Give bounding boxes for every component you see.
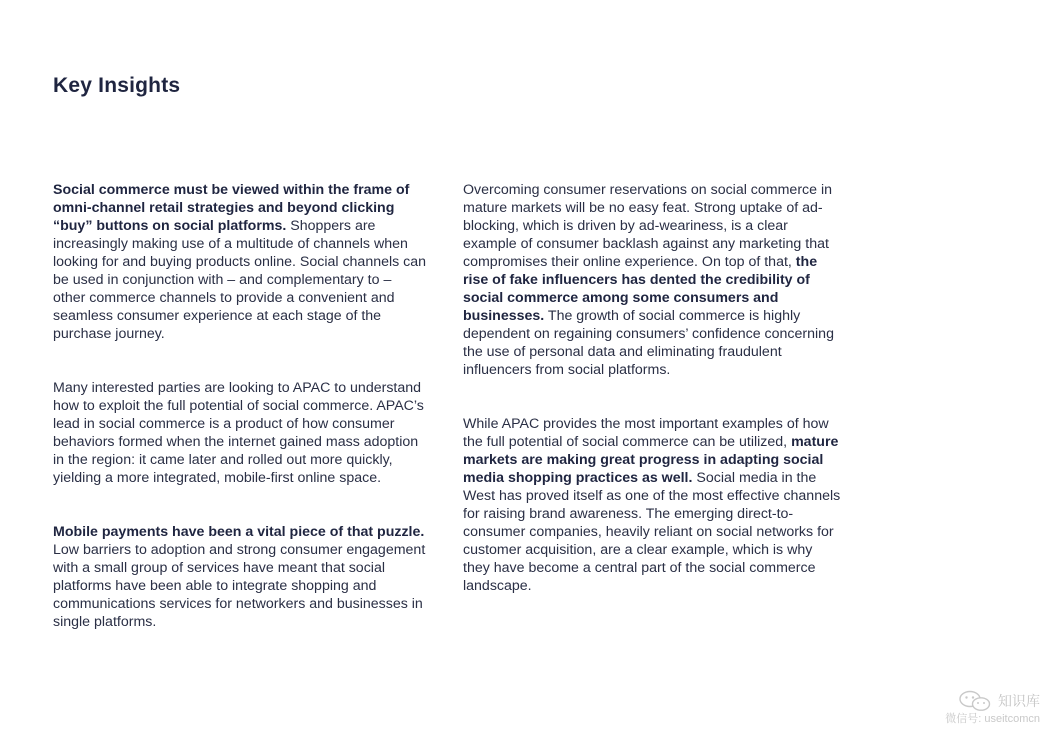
- paragraph-body: Many interested parties are looking to APAC to understand how to exploit the full potential of social commerce. APAC’s lead in social commerce is a product of how consumer behaviors formed when the internet gained mass adoption in the region: it came later and rolled out more quickly, yielding a more integrated, mobile-first online space.: [53, 380, 424, 486]
- wechat-icon: [958, 690, 992, 712]
- paragraph-body-start: Overcoming consumer reservations on social commerce in mature markets will be no easy feat. Strong uptake of ad-blocking, which is driven by ad-weariness, is a clear example of consumer backlash against any marketing that compromises their online experience. On top of that,: [463, 182, 833, 270]
- watermark: [945, 690, 1040, 726]
- paragraph-mature-markets-reservations: [463, 181, 841, 379]
- paragraph-body-end: The growth of social commerce is highly dependent on regaining consumers’ confidence concerning the use of personal data and eliminating fraudulent influencers from social platforms.: [463, 308, 834, 378]
- paragraph-bold-highlight: the rise of fake influencers has dented the credibility of social commerce among some consumers and businesses.: [463, 254, 818, 324]
- right-column: [463, 181, 841, 631]
- paragraph-mobile-payments: [53, 523, 427, 631]
- paragraph-mature-markets-progress: [463, 415, 841, 595]
- paragraph-bold-lead: Mobile payments have been a vital piece of that puzzle.: [53, 524, 425, 540]
- watermark-name: 知识库: [998, 693, 1040, 709]
- page-title: Key Insights: [53, 74, 181, 97]
- watermark-account: 微信号: useitcomcn: [945, 713, 1040, 725]
- paragraph-social-commerce-omnichannel: [53, 181, 427, 343]
- paragraph-apac-lead: [53, 379, 427, 487]
- paragraph-body: Low barriers to adoption and strong consumer engagement with a small group of services have meant that social platforms have been able to integrate shopping and communications services for networkers and businesses in single platforms.: [53, 542, 426, 630]
- paragraph-bold-highlight: mature markets are making great progress in adapting social media shopping practices as well.: [463, 434, 839, 486]
- watermark-brand: [945, 690, 1040, 712]
- left-column: [53, 181, 427, 667]
- paragraph-bold-lead: Social commerce must be viewed within the frame of omni-channel retail strategies and beyond clicking “buy” buttons on social platforms.: [53, 182, 410, 234]
- paragraph-body-end: Social media in the West has proved itself as one of the most effective channels for raising brand awareness. The emerging direct-to-consumer companies, heavily reliant on social networks for customer acquisition, are a clear example, which is why they have become a central part of the social commerce landscape.: [463, 470, 841, 594]
- paragraph-body-start: While APAC provides the most important examples of how the full potential of social commerce can be utilized,: [463, 416, 829, 450]
- paragraph-body: Shoppers are increasingly making use of a multitude of channels when looking for and buying products online. Social channels can be used in conjunction with – and complementary to – other commerce channels to provide a convenient and seamless consumer experience at each stage of the purchase journey.: [53, 218, 427, 342]
